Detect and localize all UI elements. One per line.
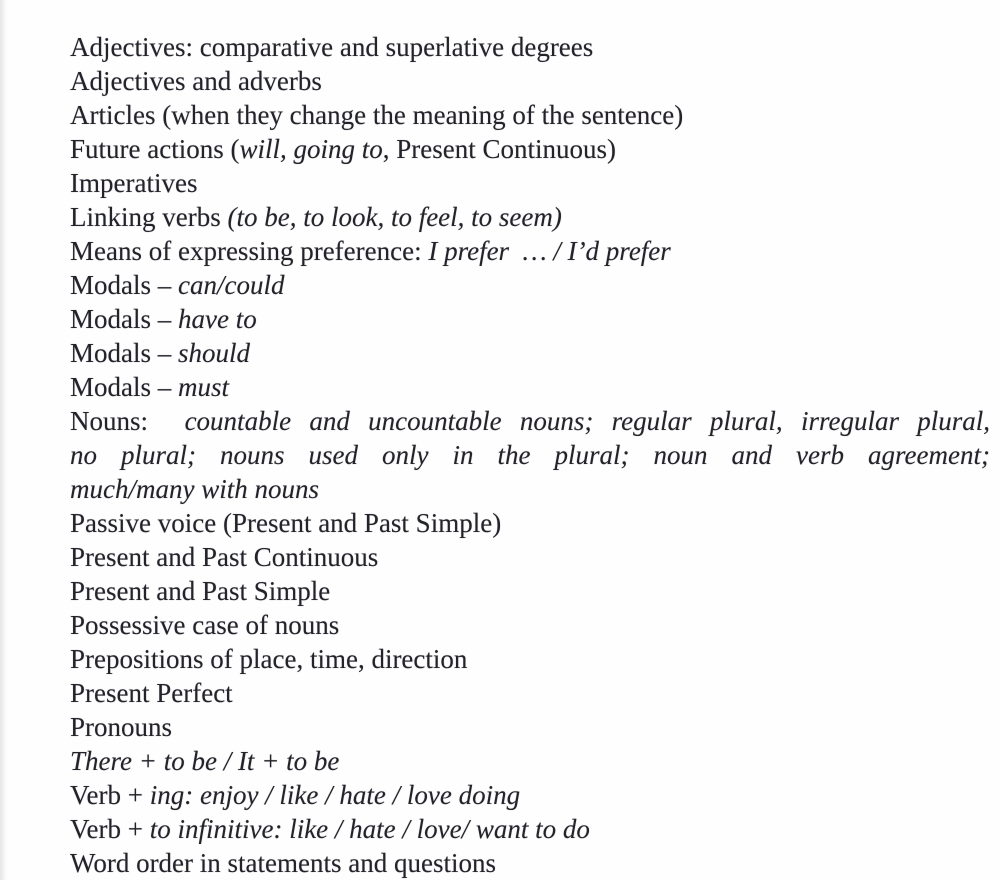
topic-line <box>70 98 990 132</box>
topic-text: Adjectives: comparative and superlative degrees <box>70 32 594 62</box>
topic-text: (to be, to look, to feel, to seem) <box>227 202 562 232</box>
topic-line <box>70 472 990 506</box>
topic-line <box>70 506 990 540</box>
topic-text: Adjectives and adverbs <box>70 66 322 96</box>
topic-text: Present Perfect <box>70 678 233 708</box>
topic-text: Linking verbs <box>70 202 228 232</box>
topic-line <box>70 778 990 812</box>
topic-text: must <box>178 372 230 402</box>
topic-text: much/many with nouns <box>70 474 319 504</box>
topic-text: to infinitive: like / hate / love/ want to do <box>149 814 590 844</box>
topic-line <box>70 642 990 676</box>
topic-text: will, going to <box>239 134 383 164</box>
topic-line <box>70 370 990 404</box>
topic-text: Modals – <box>70 304 178 334</box>
topic-text: Verb + <box>70 780 150 810</box>
topic-text: Nouns: <box>70 406 185 436</box>
topic-line <box>70 336 990 370</box>
topic-text: ing: enjoy / like / hate / love doing <box>149 780 521 810</box>
grammar-topics-list <box>70 30 990 880</box>
topic-text: no plural; nouns used only in the plural; noun and verb agreement; <box>70 440 990 470</box>
topic-text: Pronouns <box>70 712 173 742</box>
topic-line <box>70 64 990 98</box>
topic-text: Imperatives <box>70 168 198 198</box>
topic-line <box>70 30 990 64</box>
topic-line <box>70 540 990 574</box>
topic-text: have to <box>178 304 257 334</box>
topic-text: , Present Continuous) <box>382 134 616 164</box>
topic-text: Prepositions of place, time, direction <box>70 644 468 674</box>
topic-line <box>70 302 990 336</box>
topic-text: Modals – <box>70 338 178 368</box>
topic-text: Present and Past Continuous <box>70 542 379 572</box>
topic-text: There + to be / It + to be <box>70 746 340 776</box>
topic-text: Means of expressing preference: <box>70 236 429 266</box>
topic-text: Verb + <box>70 814 150 844</box>
topic-text: Present and Past Simple <box>70 576 331 606</box>
topic-line <box>70 234 990 268</box>
topic-text: can/could <box>178 270 285 300</box>
topic-line <box>70 710 990 744</box>
topic-line <box>70 404 990 438</box>
topic-text: Possessive case of nouns <box>70 610 340 640</box>
topic-line <box>70 268 990 302</box>
topic-line <box>70 744 990 778</box>
topic-line <box>70 676 990 710</box>
topic-text: Modals – <box>70 270 178 300</box>
topic-line <box>70 574 990 608</box>
topic-text: Future actions ( <box>70 134 240 164</box>
topic-text: countable and uncountable nouns; regular plural, irregular plural, <box>184 406 991 436</box>
topic-text: Articles (when they change the meaning of the sentence) <box>70 100 684 130</box>
topic-line <box>70 608 990 642</box>
topic-line <box>70 812 990 846</box>
topic-text: I prefer … / I’d prefer <box>428 236 671 266</box>
topic-text: Modals – <box>70 372 178 402</box>
topic-line <box>70 200 990 234</box>
topic-line <box>70 132 990 166</box>
topic-text: Word order in statements and questions <box>70 848 496 878</box>
topic-line <box>70 846 990 880</box>
topic-line <box>70 438 990 472</box>
topic-text: Passive voice (Present and Past Simple) <box>70 508 502 538</box>
topic-line <box>70 166 990 200</box>
topic-text: should <box>178 338 251 368</box>
